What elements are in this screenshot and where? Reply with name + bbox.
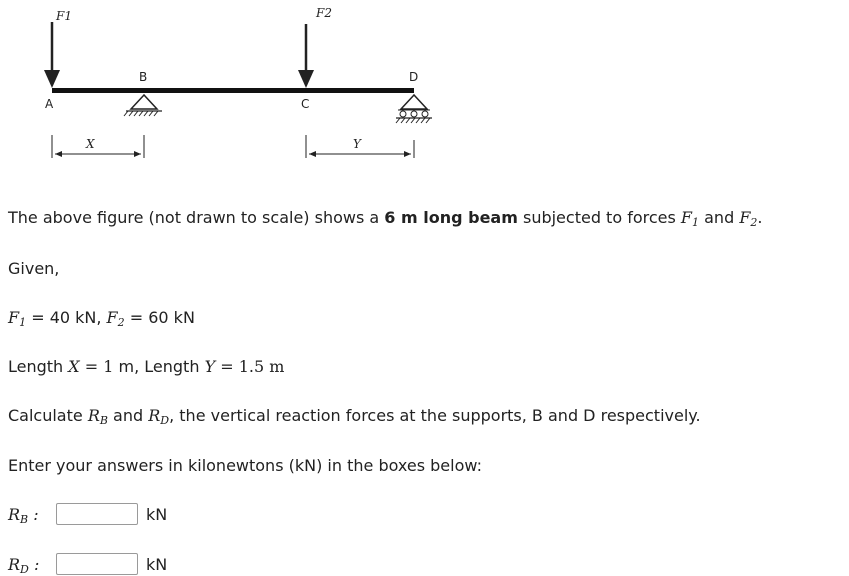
length-x-text: Length (8, 357, 69, 376)
length-x-unit: m, Length (113, 357, 205, 376)
beam (52, 88, 414, 93)
length-x-value: = 1 (79, 357, 114, 376)
force-f1-label: F1 (56, 9, 72, 23)
calc-text-post: , the vertical reaction forces at the supports, B and D respectively. (169, 406, 701, 425)
rb-answer-input[interactable] (56, 503, 138, 525)
rb-symbol: $R_B$ : (8, 504, 39, 526)
point-a-label: A (45, 97, 54, 111)
rd-unit-label: kN (146, 554, 168, 574)
rb-unit-label: kN (146, 504, 168, 524)
intro-text-mid: subjected to forces (517, 208, 681, 227)
force-f2-label: F2 (316, 6, 332, 20)
point-d-label: D (409, 70, 419, 84)
calc-text: Calculate (8, 406, 88, 425)
point-b-label: B (139, 70, 148, 84)
f1-value: = 40 kN, (26, 308, 107, 327)
dimension-y-label: Y (353, 137, 361, 151)
answer-row-rd (8, 553, 167, 575)
f1-symbol: $F_1$ (680, 208, 700, 229)
dimension-x (52, 135, 144, 158)
dimension-x-label: X (86, 137, 95, 151)
force-f1-arrow (44, 22, 60, 88)
rd-symbol: $R_D$ (148, 406, 170, 427)
given-heading: Given, (8, 259, 60, 278)
point-c-label: C (301, 97, 310, 111)
rd-answer-input[interactable] (56, 553, 138, 575)
calculate-instruction (8, 405, 701, 427)
f1-symbol: $F_1$ (8, 308, 27, 329)
forces-given (8, 307, 195, 329)
intro-paragraph: The above figure (not drawn to scale) shows a 6 m long beam subjected to forces $F_1$ and $F_2$. (8, 208, 763, 229)
force-f2-arrow (298, 24, 314, 88)
f2-symbol: $F_2$ (106, 308, 125, 329)
f2-value: = 60 kN (124, 308, 195, 327)
lengths-given: Length X = 1 m, Length Y = 1.5 m (8, 357, 285, 376)
length-y-value: = 1.5 m (215, 357, 285, 376)
beam-diagram (0, 0, 849, 175)
rb-symbol: $R_B$ (87, 406, 108, 427)
beam-length-bold: 6 m long beam (384, 208, 518, 227)
answer-row-rb (8, 503, 167, 525)
intro-text: The above figure (not drawn to scale) shows a (8, 208, 385, 227)
roller-support-d (396, 95, 432, 123)
enter-instruction: Enter your answers in kilonewtons (kN) in the boxes below: (8, 456, 482, 475)
f2-symbol: $F_2$ (739, 208, 758, 229)
rd-symbol: $R_D$ : (8, 554, 40, 576)
pin-support-b (124, 95, 162, 116)
intro-and: and (699, 208, 740, 227)
calc-and: and (107, 406, 149, 425)
